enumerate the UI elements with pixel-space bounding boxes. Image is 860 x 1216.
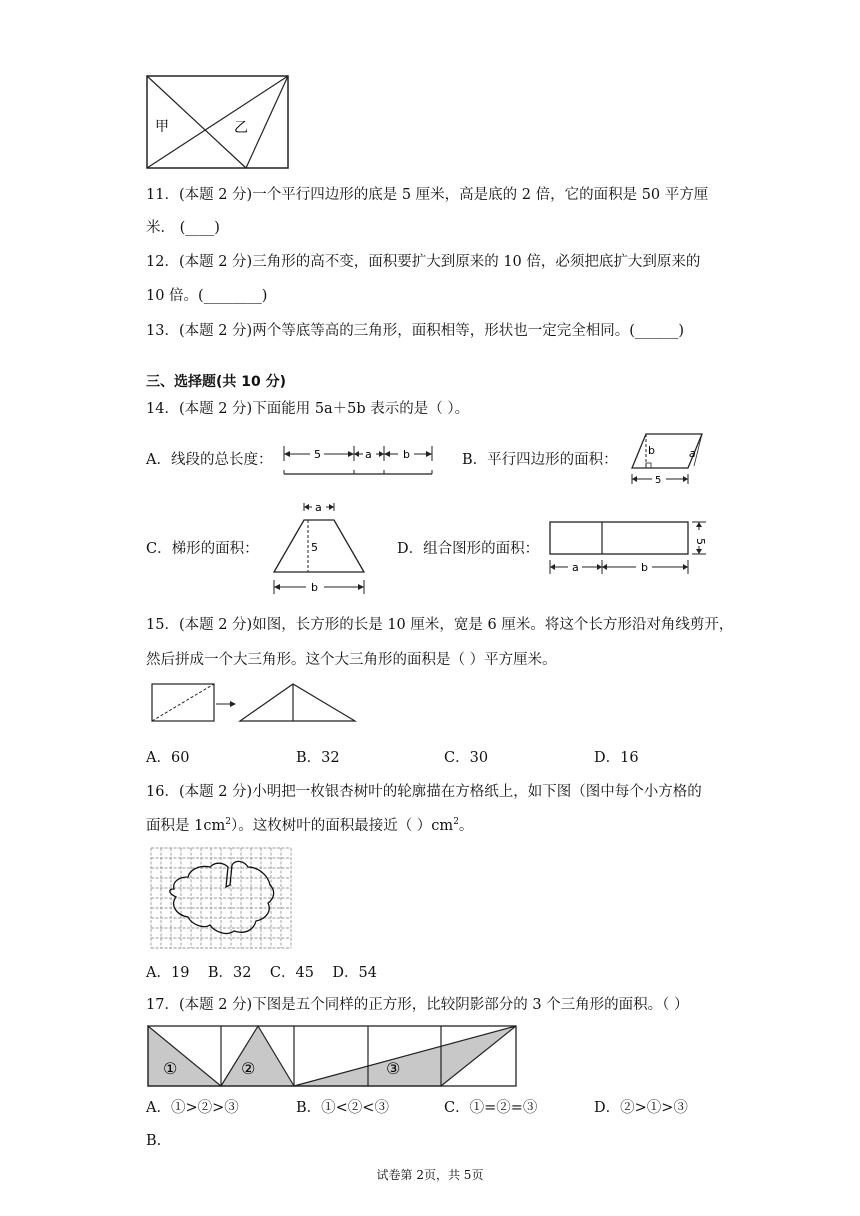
figA-label-5: 5 — [314, 448, 321, 461]
figure-14b-parallelogram — [628, 430, 710, 488]
answer-note: B. — [146, 1133, 162, 1149]
option-15-d: D．16 — [594, 750, 639, 766]
figC-label-5: 5 — [311, 541, 318, 554]
question-12-line2: 10 倍。(________) — [146, 288, 268, 304]
option-16-a: A．19 — [146, 965, 190, 981]
figD-label-a: a — [572, 561, 579, 574]
label-jia: 甲 — [155, 119, 169, 135]
figC-label-b: b — [311, 581, 318, 594]
question-15-line2: 然后拼成一个大三角形。这个大三角形的面积是（ ）平方厘米。 — [146, 652, 557, 668]
option-16-c: C．45 — [269, 965, 314, 981]
option-14-d: D．组合图形的面积： — [397, 541, 540, 557]
q16-text-c: 。 — [458, 817, 474, 834]
figure-14a-segments — [280, 443, 440, 481]
q16-sup-2: 2 — [453, 817, 459, 827]
figC-label-a: a — [315, 501, 322, 514]
option-16-d: D．54 — [332, 965, 377, 981]
question-16-line2 — [146, 818, 473, 833]
q16-text-b: ）。这枚树叶的面积最接近（ ）cm — [230, 817, 454, 834]
option-14-c: C．梯形的面积： — [146, 541, 259, 557]
question-17-stem: 17．(本题 2 分)下图是五个同样的正方形，比较阴影部分的 3 个三角形的面积。（ ） — [146, 997, 689, 1013]
option-17-b: B．①<②<③ — [296, 1100, 389, 1116]
figure-14c-trapezoid — [268, 500, 372, 598]
option-17-d: D．②>①>③ — [594, 1100, 688, 1116]
option-15-a: A．60 — [146, 750, 190, 766]
page-footer: 试卷第 2页，共 5页 — [376, 1168, 484, 1182]
option-17-a: A．①>②>③ — [146, 1100, 239, 1116]
figB-label-5: 5 — [655, 475, 662, 486]
option-17-c: C．①=②=③ — [444, 1100, 538, 1116]
triangle-label-3: ③ — [386, 1059, 401, 1078]
section-3-title: 三、选择题(共 10 分) — [146, 374, 287, 390]
q16-text-a: 面积是 1cm — [146, 817, 226, 834]
figure-15-cut-rectangle — [150, 682, 360, 724]
triangle-label-1: ① — [163, 1059, 178, 1078]
figure-jia-yi — [146, 75, 290, 171]
figure-17-five-squares — [146, 1024, 518, 1088]
option-15-b: B．32 — [296, 750, 340, 766]
option-14-b: B．平行四边形的面积： — [462, 452, 618, 468]
option-16-b: B．32 — [207, 965, 252, 981]
question-16-line1: 16．(本题 2 分)小明把一枚银杏树叶的轮廓描在方格纸上，如下图（图中每个小方格的 — [146, 784, 702, 800]
question-14-stem: 14．(本题 2 分)下面能用 5a＋5b 表示的是（ ）。 — [146, 401, 470, 417]
option-15-c: C．30 — [444, 750, 489, 766]
figA-label-b: b — [403, 448, 410, 461]
figA-label-a: a — [365, 448, 372, 461]
question-11-line1: 11．(本题 2 分)一个平行四边形的底是 5 厘米，高是底的 2 倍，它的面积是 50 平方厘 — [146, 187, 709, 203]
figure-16-leaf-grid — [150, 847, 292, 949]
figD-label-b: b — [641, 561, 648, 574]
figB-label-a: a — [689, 447, 696, 460]
figure-14d-composite — [544, 516, 712, 580]
figB-label-b: b — [648, 444, 655, 457]
option-14-a: A．线段的总长度： — [146, 452, 273, 468]
triangle-label-2: ② — [241, 1059, 256, 1078]
question-12-line1: 12．(本题 2 分)三角形的高不变，面积要扩大到原来的 10 倍，必须把底扩大到原来的 — [146, 254, 701, 270]
question-15-line1: 15．(本题 2 分)如图，长方形的长是 10 厘米，宽是 6 厘米。将这个长方形沿对角线剪开， — [146, 617, 734, 633]
figD-label-5: 5 — [694, 538, 707, 545]
label-yi: 乙 — [234, 120, 248, 136]
options-16 — [146, 966, 377, 981]
question-11-line2: 米． (____) — [146, 220, 220, 236]
question-13: 13．(本题 2 分)两个等底等高的三角形，面积相等，形状也一定完全相同。(______) — [146, 323, 685, 339]
q16-sup-1: 2 — [225, 817, 231, 827]
